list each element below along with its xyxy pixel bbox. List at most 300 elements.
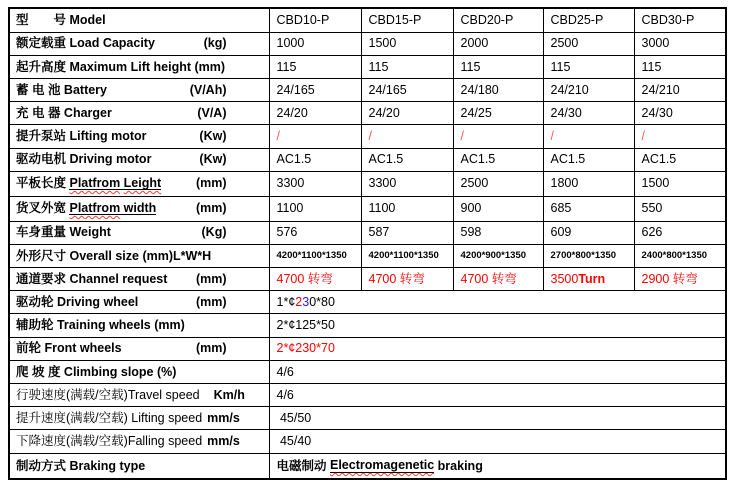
spec-cell [634, 55, 726, 78]
spec-cell [269, 453, 726, 479]
text-part: 3300 [368, 176, 397, 191]
row-label-cell [9, 337, 269, 360]
text-part: / [368, 129, 372, 144]
text-part: 1500 [368, 36, 397, 51]
spec-value [362, 37, 453, 50]
text-part: Load Capacity [69, 36, 155, 51]
spec-value [270, 296, 726, 309]
spec-cell [543, 8, 634, 32]
spec-cell [361, 8, 453, 32]
table-row [9, 360, 726, 383]
spec-cell [543, 78, 634, 101]
spec-value [362, 61, 453, 74]
unit-label: mm/s [207, 411, 240, 426]
spec-cell [361, 268, 453, 291]
row-label-cell [9, 148, 269, 171]
spec-value [635, 37, 726, 50]
table-row [9, 407, 726, 430]
spec-value [544, 177, 634, 190]
text-part: Channel request [69, 271, 168, 286]
spec-value [270, 389, 726, 402]
text-part: 爬 坡 度 [16, 364, 64, 379]
spec-cell [453, 102, 543, 125]
text-part: 提升速度(满载/空载) [16, 411, 132, 426]
spec-cell [634, 196, 726, 221]
spec-value [454, 202, 543, 215]
spec-value [544, 251, 634, 261]
text-part: 前轮 [16, 341, 45, 356]
text-part: 2700*800*1350 [550, 250, 617, 262]
row-label-cell [9, 171, 269, 196]
text-part: 4700 转弯 [276, 271, 333, 286]
spec-cell [361, 221, 453, 244]
spec-table-body [9, 8, 726, 479]
spec-cell [361, 102, 453, 125]
spec-value [454, 153, 543, 166]
spec-value [270, 84, 361, 97]
spec-cell [543, 171, 634, 196]
text-part: CBD10-P [276, 13, 330, 28]
text-part: 货叉外宽 [16, 201, 70, 216]
text-part: 609 [550, 225, 572, 240]
text-part: AC1.5 [276, 152, 312, 167]
text-part: 626 [641, 225, 663, 240]
text-part: 型 号 [16, 13, 70, 28]
spec-cell [543, 148, 634, 171]
unit-label: (V/A) [197, 106, 227, 121]
text-part: Battery [63, 82, 107, 97]
spec-value [544, 202, 634, 215]
row-label [10, 273, 269, 286]
text-part: 车身重量 [16, 225, 70, 240]
spec-cell [269, 78, 361, 101]
text-part: 576 [276, 225, 298, 240]
spec-cell [543, 268, 634, 291]
spec-cell [453, 32, 543, 55]
spec-cell [634, 78, 726, 101]
spec-cell [269, 360, 726, 383]
row-label-cell [9, 268, 269, 291]
text-part: 2500 [550, 36, 579, 51]
spec-value [362, 14, 453, 27]
row-label [10, 342, 269, 355]
spec-value [270, 14, 361, 27]
spec-value [544, 14, 634, 27]
text-part: AC1.5 [641, 152, 677, 167]
text-part: Charger [63, 106, 112, 121]
spec-cell [361, 244, 453, 267]
text-part: 115 [276, 59, 297, 74]
spec-value [635, 153, 726, 166]
table-row [9, 430, 726, 453]
spec-value [454, 84, 543, 97]
spec-value [362, 202, 453, 215]
text-part: 驱动轮 [16, 295, 57, 310]
spec-value [454, 61, 543, 74]
table-row [9, 291, 726, 314]
row-label-cell [9, 453, 269, 479]
spec-value [270, 251, 361, 261]
text-part: 2*¢125*50 [276, 318, 335, 333]
row-label [10, 107, 269, 120]
spec-cell [361, 125, 453, 148]
text-part: Maximum Lift height (mm) [69, 59, 226, 74]
row-label [10, 250, 269, 263]
table-row [9, 384, 726, 407]
text-part: 4200*900*1350 [460, 250, 527, 262]
row-label-cell [9, 291, 269, 314]
text-part: 900 [460, 201, 482, 216]
text-part: CBD25-P [550, 13, 604, 28]
spec-cell [269, 221, 361, 244]
text-part: 4200*1100*1350 [276, 250, 347, 262]
row-label [10, 61, 269, 74]
text-part: 3500 [550, 271, 579, 286]
spec-cell [453, 125, 543, 148]
text-part: 充 电 器 [16, 106, 64, 121]
spec-cell [269, 171, 361, 196]
spec-value [270, 273, 361, 286]
spec-value [454, 130, 543, 143]
spec-cell [453, 55, 543, 78]
spec-cell [543, 32, 634, 55]
text-part: 起升高度 [16, 59, 70, 74]
spec-value [454, 107, 543, 120]
unit-label: (Kw) [199, 129, 227, 144]
text-part: 115 [368, 59, 389, 74]
row-label-cell [9, 55, 269, 78]
text-part: 制动方式 [16, 458, 70, 473]
table-row [9, 102, 726, 125]
spec-value [544, 37, 634, 50]
row-label [10, 130, 269, 143]
text-part: 24/210 [550, 82, 589, 97]
text-part: / [641, 129, 645, 144]
text-part: 4/6 [276, 364, 294, 379]
row-label [10, 14, 269, 27]
spec-value [635, 130, 726, 143]
text-part: Falling speed [127, 434, 203, 449]
text-part: 1100 [368, 201, 396, 216]
table-row [9, 32, 726, 55]
spec-cell [634, 148, 726, 171]
spec-value [270, 319, 726, 332]
text-part: width [123, 200, 157, 215]
spec-cell [269, 125, 361, 148]
table-row [9, 453, 726, 479]
spec-value [270, 342, 726, 355]
text-part: 1500 [641, 176, 670, 191]
spec-cell [634, 8, 726, 32]
text-part: / [460, 129, 464, 144]
text-part: 45/40 [276, 434, 312, 449]
spec-value [454, 37, 543, 50]
spec-value [635, 107, 726, 120]
spec-value [454, 226, 543, 239]
spec-value [544, 61, 634, 74]
unit-label: (mm) [195, 271, 227, 286]
spec-cell [269, 268, 361, 291]
text-part: 驱动电机 [16, 152, 70, 167]
spec-cell [269, 291, 726, 314]
unit-label: (kg) [203, 36, 227, 51]
spec-cell [269, 244, 361, 267]
text-part: Platfrom [69, 200, 121, 215]
spec-cell [269, 55, 361, 78]
spec-cell [361, 78, 453, 101]
text-part: 外形尺寸 [16, 248, 70, 263]
text-part: CBD30-P [641, 13, 695, 28]
spec-cell [543, 221, 634, 244]
text-part: Platfrom [69, 175, 121, 190]
spec-cell [453, 196, 543, 221]
row-label [10, 84, 269, 97]
row-label-cell [9, 384, 269, 407]
row-label [10, 202, 269, 216]
spec-cell [269, 430, 726, 453]
spec-value [270, 435, 726, 448]
spec-cell [634, 102, 726, 125]
text-part: Training wheels (mm) [56, 318, 185, 333]
text-part: 115 [550, 59, 571, 74]
text-part: 2 [295, 295, 303, 310]
table-row [9, 55, 726, 78]
text-part: Model [69, 13, 106, 28]
spec-value [635, 84, 726, 97]
text-part: 4200*1100*1350 [368, 250, 439, 262]
text-part: 115 [460, 59, 481, 74]
table-row [9, 268, 726, 291]
unit-label: (mm) [195, 201, 227, 216]
spec-value [635, 202, 726, 215]
row-label [10, 389, 269, 402]
table-row [9, 171, 726, 196]
text-part: 24/165 [368, 82, 407, 97]
spec-value [635, 61, 726, 74]
spec-value [454, 177, 543, 190]
text-part: 1*¢ [276, 295, 296, 310]
spec-value [270, 107, 361, 120]
spec-value [544, 273, 634, 286]
spec-cell [269, 102, 361, 125]
text-part: Overall size (mm)L*W*H [69, 248, 212, 263]
text-part: AC1.5 [368, 152, 404, 167]
unit-label: (mm) [195, 341, 227, 356]
text-part: 24/30 [550, 106, 582, 121]
spec-cell [269, 32, 361, 55]
text-part: Lifting motor [69, 129, 147, 144]
table-row [9, 314, 726, 337]
spec-value [544, 153, 634, 166]
text-part: 额定载重 [16, 36, 70, 51]
text-part: 电磁制动 [276, 458, 330, 473]
spec-cell [453, 221, 543, 244]
text-part: 1100 [276, 201, 304, 216]
text-part: 2*¢230*70 [276, 341, 335, 356]
row-label [10, 435, 269, 448]
spec-cell [543, 196, 634, 221]
spec-cell [634, 221, 726, 244]
spec-table [8, 7, 727, 480]
spec-value [454, 251, 543, 261]
spec-value [270, 412, 726, 425]
text-part: 3300 [276, 176, 305, 191]
text-part: 685 [550, 201, 572, 216]
text-part: 24/180 [460, 82, 499, 97]
row-label-cell [9, 430, 269, 453]
text-part: 平板长度 [16, 176, 70, 191]
spec-value [362, 153, 453, 166]
text-part: 4700 转弯 [460, 271, 517, 286]
spec-value [362, 251, 453, 261]
text-part: 行驶速度(满载/空载) [16, 387, 128, 402]
spec-cell [453, 268, 543, 291]
row-label [10, 319, 269, 332]
text-part: 提升泵站 [16, 129, 70, 144]
text-part: 2400*800*1350 [641, 250, 708, 262]
row-label-cell [9, 78, 269, 101]
spec-cell [543, 55, 634, 78]
row-label [10, 366, 269, 379]
unit-label: mm/s [207, 434, 240, 449]
text-part: AC1.5 [460, 152, 496, 167]
row-label-cell [9, 314, 269, 337]
table-row [9, 78, 726, 101]
row-label [10, 177, 269, 191]
spec-cell [634, 268, 726, 291]
row-label [10, 296, 269, 309]
text-part: Braking type [69, 458, 146, 473]
spec-value [454, 14, 543, 27]
unit-label: (mm) [195, 295, 227, 310]
row-label [10, 37, 269, 50]
text-part: 45/50 [276, 411, 312, 426]
text-part: CBD15-P [368, 13, 422, 28]
spec-cell [269, 337, 726, 360]
spec-cell [453, 171, 543, 196]
text-part: 587 [368, 225, 390, 240]
spec-value [270, 226, 361, 239]
spec-value [362, 177, 453, 190]
text-part: 115 [641, 59, 662, 74]
spec-cell [453, 78, 543, 101]
text-part: 1000 [276, 36, 305, 51]
text-part: 下降速度(满载/空载) [16, 434, 128, 449]
text-part: Electromagenetic [329, 458, 435, 473]
row-label-cell [9, 8, 269, 32]
spec-cell [361, 148, 453, 171]
spec-cell [269, 407, 726, 430]
text-part: Driving motor [69, 152, 152, 167]
row-label-cell [9, 360, 269, 383]
table-row [9, 337, 726, 360]
spec-value [270, 202, 361, 215]
spec-cell [361, 171, 453, 196]
text-part: Turn [578, 271, 606, 286]
spec-value [544, 130, 634, 143]
spec-cell [634, 244, 726, 267]
text-part: 598 [460, 225, 482, 240]
text-part: Climbing slope (%) [63, 364, 177, 379]
unit-label: (Kg) [201, 225, 227, 240]
spec-value [270, 459, 726, 473]
spec-value [270, 37, 361, 50]
text-part: braking [434, 458, 483, 473]
text-part: 辅助轮 [16, 318, 57, 333]
spec-cell [361, 55, 453, 78]
text-part: 蓄 电 池 [16, 82, 64, 97]
spec-cell [269, 384, 726, 407]
text-part: Leight [123, 175, 162, 190]
spec-cell [269, 196, 361, 221]
spec-value [270, 153, 361, 166]
row-label-cell [9, 244, 269, 267]
table-row [9, 125, 726, 148]
text-part: 24/25 [460, 106, 492, 121]
spec-cell [269, 314, 726, 337]
spec-cell [453, 148, 543, 171]
text-part: 24/20 [276, 106, 308, 121]
text-part: 2900 转弯 [641, 271, 698, 286]
table-row [9, 244, 726, 267]
spec-value [362, 226, 453, 239]
spec-cell [361, 32, 453, 55]
spec-cell [634, 125, 726, 148]
table-row [9, 196, 726, 221]
text-part: Weight [69, 225, 111, 240]
spec-value [635, 251, 726, 261]
row-label-cell [9, 102, 269, 125]
text-part: Lifting speed [131, 411, 203, 426]
row-label-cell [9, 125, 269, 148]
text-part: CBD20-P [460, 13, 514, 28]
spec-value [270, 130, 361, 143]
table-row [9, 148, 726, 171]
spec-value [635, 226, 726, 239]
spec-cell [543, 102, 634, 125]
text-part: 24/165 [276, 82, 315, 97]
text-part: 通道要求 [16, 271, 70, 286]
spec-value [270, 61, 361, 74]
text-part: 3 [302, 295, 310, 310]
spec-value [635, 273, 726, 286]
spec-value [454, 273, 543, 286]
text-part: 2000 [460, 36, 489, 51]
spec-cell [543, 244, 634, 267]
table-row [9, 8, 726, 32]
row-label-cell [9, 32, 269, 55]
text-part: 24/210 [641, 82, 680, 97]
spec-value [362, 130, 453, 143]
spec-value [544, 226, 634, 239]
row-label [10, 460, 269, 473]
text-part: 4700 转弯 [368, 271, 425, 286]
text-part: 1800 [550, 176, 579, 191]
text-part: 0*80 [309, 295, 335, 310]
spec-cell [269, 8, 361, 32]
unit-label: Km/h [213, 387, 245, 402]
row-label-cell [9, 221, 269, 244]
table-row [9, 221, 726, 244]
spec-cell [453, 244, 543, 267]
spec-value [362, 107, 453, 120]
text-part: 24/20 [368, 106, 400, 121]
spec-value [270, 366, 726, 379]
row-label [10, 153, 269, 166]
spec-value [544, 107, 634, 120]
text-part: Driving wheel [56, 295, 139, 310]
text-part: Front wheels [44, 341, 122, 356]
